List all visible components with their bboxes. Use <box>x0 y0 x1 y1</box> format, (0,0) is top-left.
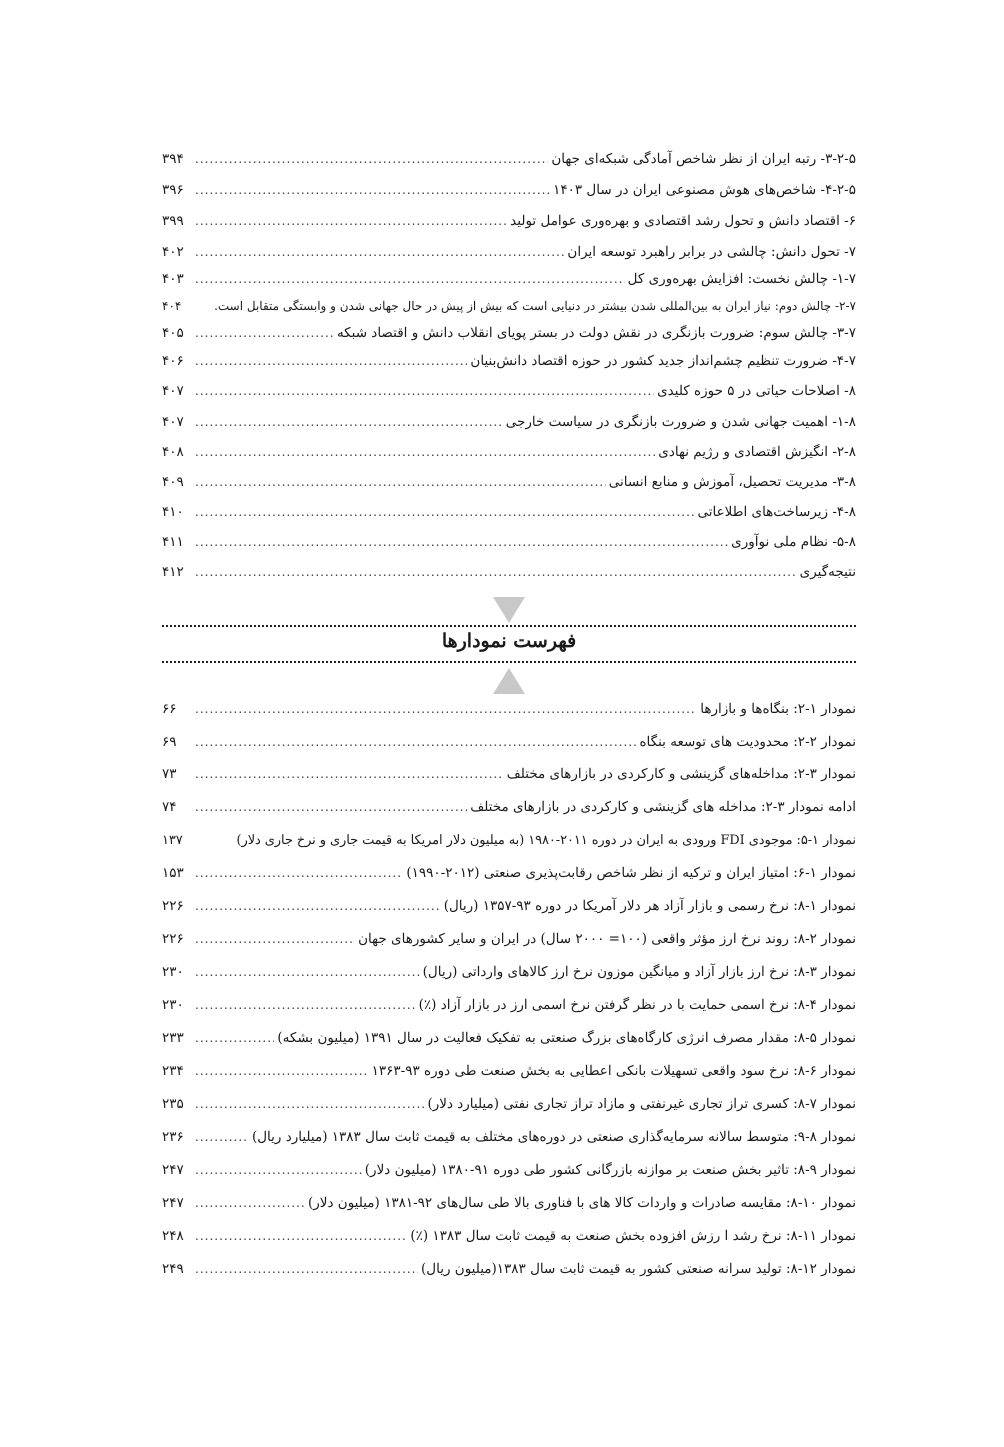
chart-entry-title: نمودار ۵-۸: مقدار مصرف انرژی کارگاه‌های بزرگ صنعتی به تفکیک فعالیت در سال ۱۳۹۱ (میلیون بشکه) <box>277 1030 856 1046</box>
toc-entry[interactable] <box>162 295 856 317</box>
chart-entry[interactable] <box>162 698 856 720</box>
dotted-separator <box>162 661 856 663</box>
toc-entry[interactable] <box>162 441 856 463</box>
chart-entry[interactable] <box>162 1192 856 1214</box>
leader-dots <box>195 241 564 263</box>
leader-dots <box>195 411 503 433</box>
toc-entry-page: ۴۰۹ <box>162 474 184 490</box>
toc-entry-page: ۴۰۵ <box>162 325 184 341</box>
chart-entry-page: ۶۹ <box>162 734 177 750</box>
leader-dots <box>195 862 403 884</box>
chart-entry-title: نمودار ۱۰-۸: مقایسه صادرات و واردات کالا های با فناوری بالا طی سال‌های ۹۲-۱۳۸۱ (میلیون دلار) <box>308 1195 856 1211</box>
toc-entry[interactable] <box>162 471 856 493</box>
chart-entry[interactable] <box>162 763 856 785</box>
toc-entry-title: ۶- اقتصاد دانش و تحول رشد اقتصادی و بهره‌وری عوامل تولید <box>510 213 856 229</box>
chart-entry[interactable] <box>162 731 856 753</box>
toc-entry-page: ۴۰۳ <box>162 271 184 287</box>
leader-dots <box>195 179 550 201</box>
toc-entry[interactable] <box>162 350 856 372</box>
chart-entry-title: نمودار ۸-۹: متوسط سالانه سرمایه‌گذاری صنعتی در دوره‌های مختلف به قیمت ثابت سال ۱۳۸۳ (میلیارد ریال) <box>251 1129 856 1145</box>
chart-entry-title: نمودار ۱-۲: بنگاه‌ها و بازارها <box>700 701 856 717</box>
chart-entry[interactable] <box>162 1027 856 1049</box>
toc-entry[interactable] <box>162 210 856 232</box>
chart-entry-title: نمودار ۱-۵: موجودی FDI ورودی به ایران در دوره ۲۰۱۱-۱۹۸۰ (به میلیون دلار امریکا به قیمت جاری و نرخ جاری دلار) <box>236 833 856 848</box>
toc-entry[interactable] <box>162 322 856 344</box>
toc-entry-title: ۳-۲-۵- رتبه ایران از نظر شاخص آمادگی شبکه‌ای جهان <box>551 151 856 167</box>
leader-dots <box>195 961 420 983</box>
toc-entry[interactable] <box>162 380 856 402</box>
leader-dots <box>195 698 697 720</box>
chart-entry[interactable] <box>162 1258 856 1280</box>
leader-dots <box>195 1093 424 1115</box>
toc-entry-page: ۴۱۲ <box>162 564 184 580</box>
toc-entry[interactable] <box>162 501 856 523</box>
toc-entry-page: ۴۰۷ <box>162 383 184 399</box>
chart-entry[interactable] <box>162 1159 856 1181</box>
toc-entry-page: ۳۹۴ <box>162 151 184 167</box>
leader-dots <box>195 796 467 818</box>
triangle-up-icon <box>493 668 525 694</box>
toc-entry-page: ۴۱۱ <box>162 534 184 550</box>
chart-entry-page: ۲۳۳ <box>162 1030 184 1046</box>
chart-entry-page: ۲۴۸ <box>162 1228 184 1244</box>
leader-dots <box>195 322 334 344</box>
chart-entry-title: نمودار ۴-۸: نرخ اسمی حمایت با در نظر گرفتن نرخ اسمی ارز در بازار آزاد (٪) <box>418 997 856 1013</box>
toc-entry-title: ۴-۸- زیرساخت‌های اطلاعاتی <box>697 504 856 520</box>
toc-entry-title: ۵-۸- نظام ملی نوآوری <box>731 534 856 550</box>
leader-dots <box>195 501 694 523</box>
leader-dots <box>195 441 655 463</box>
chart-entry-page: ۲۴۹ <box>162 1261 184 1277</box>
leader-dots <box>195 148 548 170</box>
toc-entry-title: ۳-۷- چالش سوم: ضرورت بازنگری در نقش دولت در بستر پویای انقلاب دانش و اقتصاد شبکه <box>336 325 856 341</box>
chart-entry[interactable] <box>162 994 856 1016</box>
toc-entry[interactable] <box>162 241 856 263</box>
toc-entry[interactable] <box>162 411 856 433</box>
leader-dots <box>195 350 467 372</box>
chart-entry-title: نمودار ۲-۸: روند نرخ ارز مؤثر واقعی (۱۰۰= ۲۰۰۰ سال) در ایران و سایر کشورهای جهان <box>358 931 856 947</box>
chart-entry-title: نمودار ۱-۸: نرخ رسمی و بازار آزاد هر دلار آمریکا در دوره ۹۳-۱۳۵۷ (ریال) <box>443 898 856 914</box>
chart-entry-page: ۷۴ <box>162 799 177 815</box>
leader-dots <box>195 1159 362 1181</box>
triangle-down-icon <box>493 597 525 623</box>
section-heading: فهرست نمودارها <box>441 630 577 652</box>
leader-dots <box>195 1027 274 1049</box>
leader-dots <box>195 763 504 785</box>
dotted-separator <box>162 625 856 627</box>
chart-entry-title: ادامه نمودار ۳-۲: مداخله های گزینشی و کارکردی در بازارهای مختلف <box>470 799 856 815</box>
toc-entry[interactable] <box>162 531 856 553</box>
chart-entry-title: نمودار ۶-۸: نرخ سود واقعی تسهیلات بانکی اعطایی به بخش صنعت طی دوره ۹۳-۱۳۶۳ <box>371 1063 856 1079</box>
toc-entry-title: ۲-۸- انگیزش اقتصادی و رژیم نهادی <box>658 444 856 460</box>
chart-entry[interactable] <box>162 1093 856 1115</box>
chart-entry-title: نمودار ۱۲-۸: تولید سرانه صنعتی کشور به قیمت ثابت سال ۱۳۸۳(میلیون ریال) <box>421 1261 856 1277</box>
toc-entry-title: ۱-۷- چالش نخست: افزایش بهره‌وری کل <box>627 271 856 287</box>
chart-entry-page: ۶۶ <box>162 701 177 717</box>
chart-entry-title: نمودار ۷-۸: کسری تراز تجاری غیرنفتی و مازاد تراز تجاری نفتی (میلیارد دلار) <box>427 1096 856 1112</box>
toc-entry-page: ۴۰۲ <box>162 244 184 260</box>
chart-entry[interactable] <box>162 928 856 950</box>
toc-entry[interactable] <box>162 561 856 583</box>
toc-entry-page: ۴۰۸ <box>162 444 184 460</box>
toc-entry-page: ۴۱۰ <box>162 504 184 520</box>
chart-entry-page: ۲۳۴ <box>162 1063 184 1079</box>
chart-entry-title: نمودار ۱۱-۸: نرخ رشد ا رزش افزوده بخش صنعت به قیمت ثابت سال ۱۳۸۳ (٪) <box>410 1228 856 1244</box>
leader-dots <box>195 994 416 1016</box>
chart-entry-page: ۲۲۶ <box>162 931 184 947</box>
toc-entry-page: ۴۰۴ <box>162 299 182 313</box>
leader-dots <box>195 928 355 950</box>
toc-entry-title: ۴-۲-۵- شاخص‌های هوش مصنوعی ایران در سال ۱۴۰۳ <box>553 182 856 198</box>
leader-dots <box>195 1192 305 1214</box>
chart-entry-page: ۲۳۰ <box>162 964 184 980</box>
chart-entry-title: نمودار ۳-۸: نرخ ارز بازار آزاد و میانگین موزون نرخ ارز کالاهای وارداتی (ریال) <box>422 964 856 980</box>
chart-entry-page: ۱۳۷ <box>162 833 183 848</box>
leader-dots <box>195 531 728 553</box>
chart-entry-page: ۱۵۳ <box>162 865 184 881</box>
toc-entry-page: ۳۹۶ <box>162 182 184 198</box>
chart-entry[interactable] <box>162 895 856 917</box>
leader-dots <box>195 1126 249 1148</box>
toc-entry-title: ۲-۷- چالش دوم: نیاز ایران به بین‌المللی شدن بیشتر در دنیایی است که بیش از پیش در حال جهانی شدن و وابستگی متقابل است. <box>214 299 856 313</box>
toc-entry-page: ۴۰۶ <box>162 353 184 369</box>
leader-dots <box>195 268 625 290</box>
chart-entry-title: نمودار ۹-۸: تاثیر بخش صنعت بر موازنه بازرگانی کشور طی دوره ۹۱-۱۳۸۰ (میلیون دلار) <box>364 1162 856 1178</box>
chart-entry[interactable] <box>162 862 856 884</box>
chart-entry-page: ۲۴۷ <box>162 1195 184 1211</box>
chart-entry-page: ۲۳۵ <box>162 1096 184 1112</box>
toc-entry[interactable] <box>162 179 856 201</box>
toc-entry-title: ۷- تحول دانش: چالشی در برابر راهبرد توسعه ایران <box>567 244 856 260</box>
chart-entry[interactable] <box>162 961 856 983</box>
toc-entry[interactable] <box>162 148 856 170</box>
leader-dots <box>195 561 797 583</box>
toc-entry-title: ۱-۸- اهمیت جهانی شدن و ضرورت بازنگری در سیاست خارجی <box>505 414 856 430</box>
toc-entry-page: ۴۰۷ <box>162 414 184 430</box>
chart-entry[interactable] <box>162 1225 856 1247</box>
toc-entry-title: نتیجه‌گیری <box>799 564 856 580</box>
chart-entry-page: ۲۲۶ <box>162 898 184 914</box>
leader-dots <box>195 471 606 493</box>
leader-dots <box>195 1258 418 1280</box>
chart-entry-title: نمودار ۳-۲: مداخله‌های گزینشی و کارکردی در بازارهای مختلف <box>506 766 856 782</box>
chart-entry-title: نمودار ۱-۶: امتیاز ایران و ترکیه از نظر شاخص رقابت‌پذیری صنعتی (۲۰۱۲-۱۹۹۰) <box>406 865 856 881</box>
leader-dots <box>195 1225 407 1247</box>
leader-dots <box>195 731 636 753</box>
leader-dots <box>195 380 654 402</box>
chart-entry[interactable] <box>162 1126 856 1148</box>
chart-entry[interactable] <box>162 796 856 818</box>
toc-entry[interactable] <box>162 268 856 290</box>
leader-dots <box>195 210 507 232</box>
chart-entry-title: نمودار ۲-۲: محدودیت های توسعه بنگاه <box>639 734 856 750</box>
toc-entry-title: ۳-۸- مدیریت تحصیل، آموزش و منابع انسانی <box>608 474 856 490</box>
chart-entry-page: ۷۳ <box>162 766 177 782</box>
leader-dots <box>195 1060 369 1082</box>
chart-entry-page: ۲۳۶ <box>162 1129 184 1145</box>
chart-entry-page: ۲۴۷ <box>162 1162 184 1178</box>
toc-entry-page: ۳۹۹ <box>162 213 184 229</box>
leader-dots <box>195 895 441 917</box>
toc-entry-title: ۸- اصلاحات حیاتی در ۵ حوزه کلیدی <box>657 383 856 399</box>
chart-entry[interactable] <box>162 1060 856 1082</box>
toc-entry-title: ۴-۷- ضرورت تنظیم چشم‌انداز جدید کشور در حوزه اقتصاد دانش‌بنیان <box>470 353 856 369</box>
chart-entry[interactable] <box>162 829 856 851</box>
chart-entry-page: ۲۳۰ <box>162 997 184 1013</box>
